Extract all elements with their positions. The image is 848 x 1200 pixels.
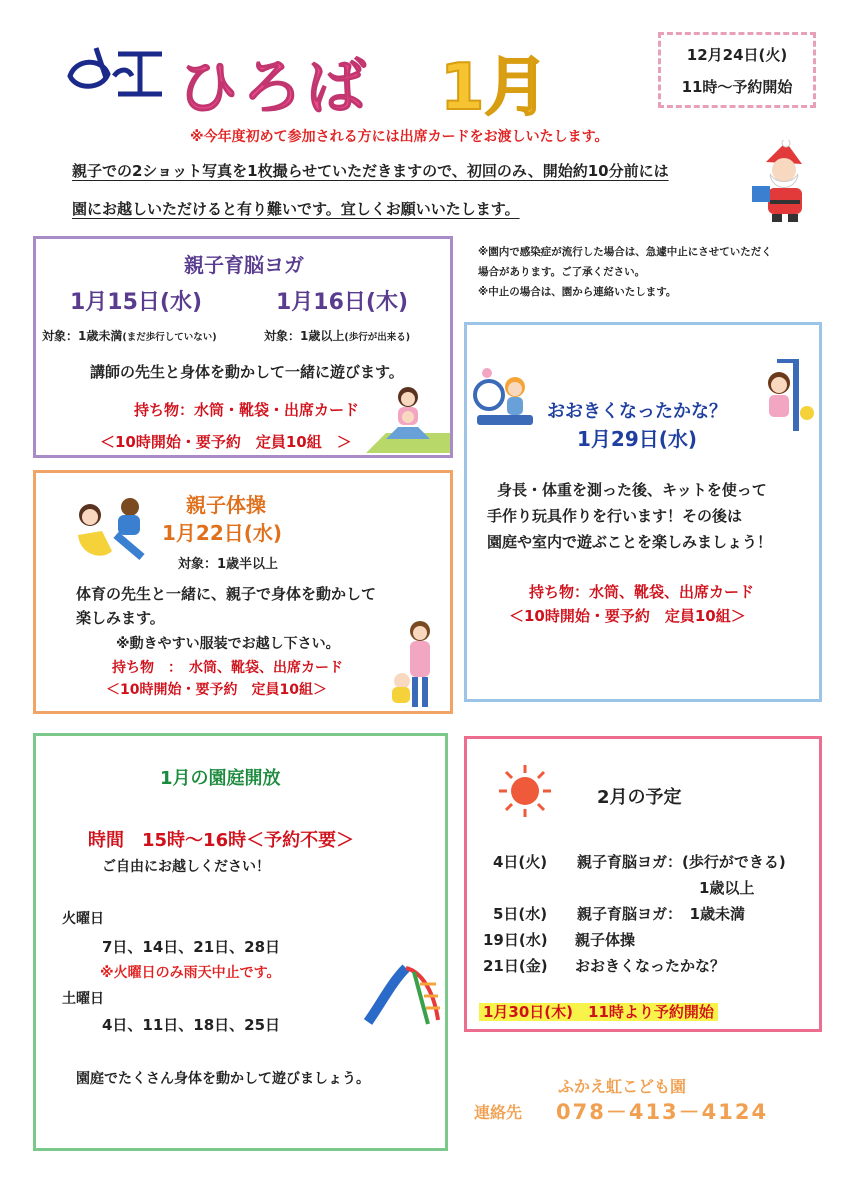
side-note-1: ※園内で感染症が流行した場合は、急遽中止にさせていただく — [478, 246, 772, 258]
growth-check-items: 持ち物：水筒、靴袋、出席カード — [529, 583, 755, 601]
feb-row-4-event: おおきくなったかな？ — [575, 957, 726, 975]
gymnastics-title: 親子体操 — [186, 493, 266, 517]
page-title: ひろば — [178, 53, 370, 123]
santa-illustration — [748, 140, 820, 224]
yoga-title: 親子育脳ヨガ — [184, 253, 304, 277]
growth-check-reserve: ＜10時開始・要予約 定員10組＞ — [509, 607, 746, 625]
first-time-notice: ※今年度初めて参加される方には出席カードをお渡しいたします。 — [190, 129, 609, 145]
yoga-date-2: 1月16日(木) — [276, 290, 409, 315]
saturday-dates: 4日、11日、18日、25日 — [102, 1016, 281, 1034]
garden-open-section — [33, 733, 448, 1151]
yoga-target-2-note: (歩行が出来る) — [344, 332, 411, 343]
garden-open-title: 1月の園庭開放 — [160, 768, 281, 789]
reserve-date: 12月24日(火) — [686, 46, 788, 64]
yoga-description: 講師の先生と身体を動かして一緒に遊びます。 — [90, 363, 404, 381]
gymnastics-desc-2: 楽しみます。 — [76, 609, 165, 627]
feb-row-1-event-2: 1歳以上 — [699, 879, 755, 897]
saturday-label: 土曜日 — [62, 991, 104, 1007]
gymnastics-section — [33, 470, 453, 714]
scale-illustration — [471, 367, 537, 431]
feb-row-4-day: 21日(金) — [483, 957, 548, 975]
feb-row-1-day: 4日(火) — [493, 853, 548, 871]
tuesday-rain-note: ※火曜日のみ雨天中止です。 — [100, 965, 281, 981]
feb-row-2-day: 5日(水) — [493, 905, 548, 923]
feb-row-2-event: 親子育脳ヨガ： 1歳未満 — [577, 905, 745, 923]
garden-open-closing: 園庭でたくさん身体を動かして遊びましょう。 — [76, 1071, 370, 1087]
growth-check-section — [464, 322, 822, 702]
reservation-start-box — [658, 32, 816, 108]
growth-check-desc-1: 身長・体重を測った後、キットを使って — [497, 481, 767, 499]
gymnastics-date: 1月22日(水) — [162, 521, 283, 545]
yoga-items: 持ち物：水筒・靴袋・出席カード — [134, 401, 360, 419]
february-title: 2月の予定 — [597, 787, 682, 808]
yoga-target-1 — [42, 327, 217, 344]
tuesday-label: 火曜日 — [62, 911, 104, 927]
feb-row-3-day: 19日(水) — [483, 931, 548, 949]
growth-check-date: 1月29日(水) — [577, 427, 698, 451]
reserve-time: 11時～予約開始 — [681, 78, 793, 96]
teacher-child-illustration — [388, 617, 448, 711]
yoga-target-2-label: 対象：1歳以上 — [264, 329, 345, 343]
gymnastics-illustration — [72, 495, 154, 567]
feb-row-3-event: 親子体操 — [575, 931, 636, 949]
yoga-illustration — [366, 383, 450, 455]
page-month: 1月 — [440, 51, 549, 125]
yoga-reserve: ＜10時開始・要予約 定員10組 ＞ — [100, 433, 352, 451]
side-note-3: ※中止の場合は、園から連絡いたします。 — [478, 286, 677, 298]
growth-check-title: おおきくなったかな？ — [547, 401, 727, 422]
february-schedule-section — [464, 736, 822, 1032]
garden-open-free: ご自由にお越しください！ — [102, 859, 270, 875]
march-reserve-start — [479, 1001, 718, 1022]
yoga-target-1-note: (まだ歩行していない) — [122, 332, 217, 343]
yoga-section — [33, 236, 453, 458]
tuesday-dates: 7日、14日、21日、28日 — [102, 938, 281, 956]
org-name: ふかえ虹こども園 — [558, 1077, 687, 1096]
sun-icon — [497, 763, 553, 819]
height-measure-illustration — [757, 355, 817, 433]
intro-line-1: 親子での2ショット写真を1枚撮らせていただきますので、初回のみ、開始約10分前には — [72, 162, 669, 180]
slide-illustration — [362, 962, 444, 1028]
yoga-date-1: 1月15日(水) — [70, 290, 203, 315]
gymnastics-items: 持ち物 ： 水筒、靴袋、出席カード — [112, 660, 343, 676]
feb-row-1-event: 親子育脳ヨガ：(歩行ができる) — [577, 853, 786, 871]
growth-check-desc-2: 手作り玩具作りを行います！その後は — [487, 507, 743, 525]
feb-reserve-highlight: 1月30日(木) 11時より予約開始 — [479, 1003, 718, 1021]
gymnastics-clothes-note: ※動きやすい服装でお越し下さい。 — [116, 636, 340, 652]
garden-open-time: 時間 15時～16時＜予約不要＞ — [88, 830, 355, 851]
growth-check-desc-3: 園庭や室内で遊ぶことを楽しみましょう！ — [487, 533, 773, 551]
yoga-target-2 — [264, 327, 410, 344]
gymnastics-target: 対象：1歳半以上 — [178, 557, 279, 572]
gymnastics-desc-1: 体育の先生と一緒に、親子で身体を動かして — [76, 585, 377, 603]
side-note-2: 場合があります。ご了承ください。 — [478, 266, 646, 278]
intro-line-2: 園にお越しいただけると有り難いです。宜しくお願いいたします。 — [72, 200, 520, 218]
rainbow-logo-icon — [62, 38, 170, 108]
yoga-target-1-label: 対象：1歳未満 — [42, 329, 123, 343]
contact-phone: 078－413－4124 — [556, 1100, 769, 1124]
contact-label: 連絡先 — [474, 1103, 523, 1122]
gymnastics-reserve: ＜10時開始・要予約 定員10組＞ — [106, 682, 327, 698]
